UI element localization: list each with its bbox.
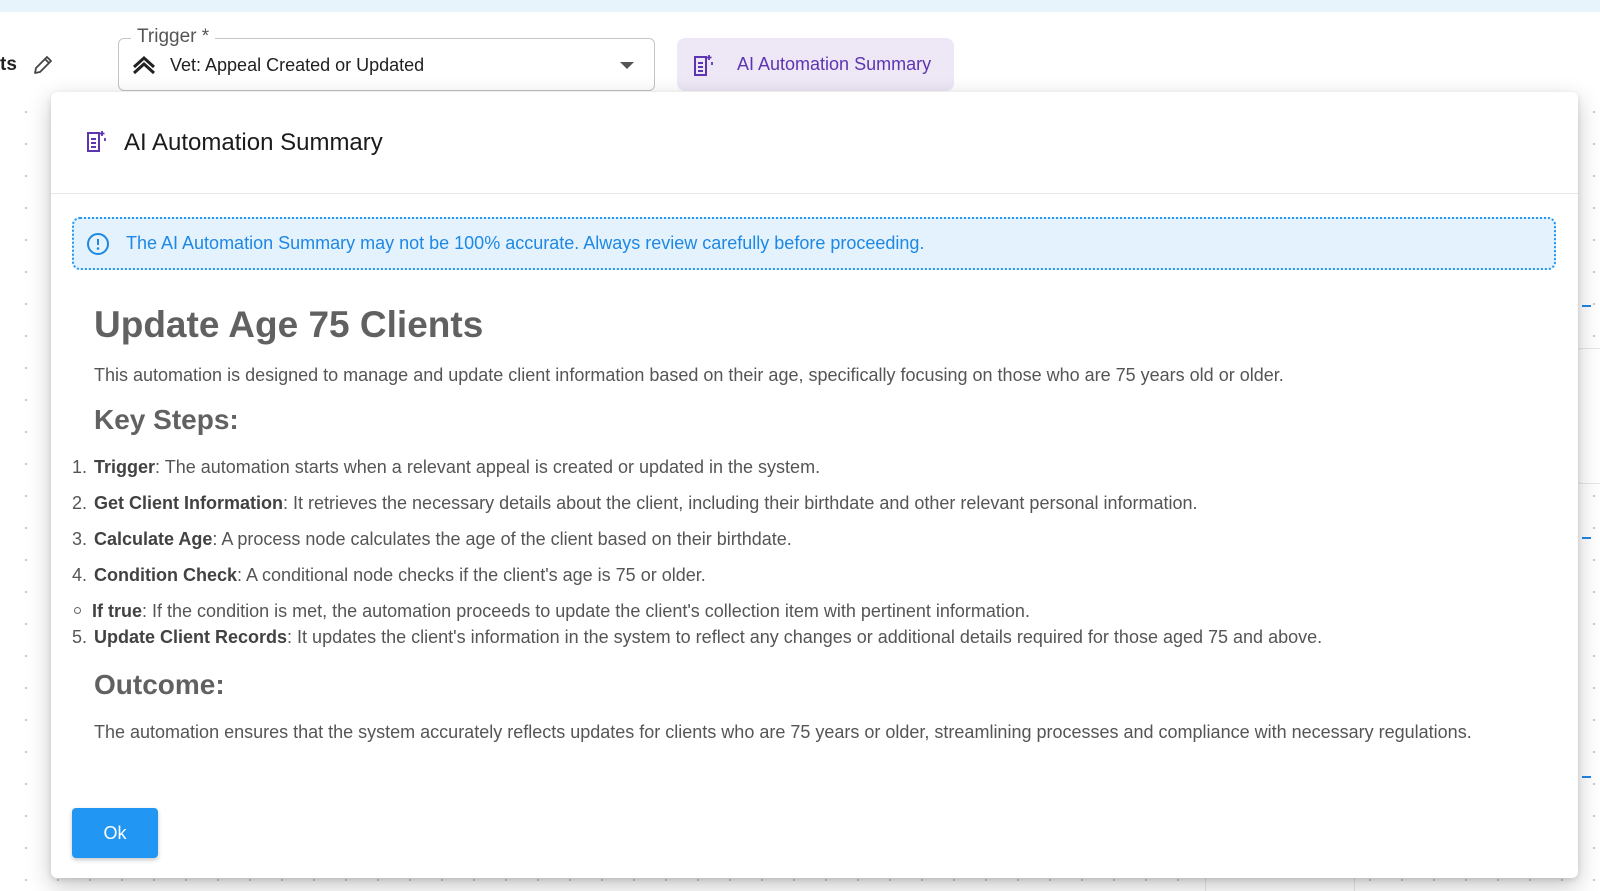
list-item: 1. Trigger: The automation starts when a relevant appeal is created or updated in the system. — [72, 457, 821, 477]
key-steps-heading: Key Steps: — [94, 404, 239, 435]
info-circle-icon — [86, 232, 110, 256]
trigger-select[interactable] — [118, 26, 655, 91]
dialog-title: AI Automation Summary — [124, 128, 383, 156]
ai-document-sparkle-icon — [84, 127, 110, 155]
ok-button[interactable]: Ok — [72, 808, 158, 858]
ai-summary-button-label: AI Automation Summary — [737, 54, 932, 74]
canvas-edge-marker — [1582, 537, 1591, 539]
summary-intro: This automation is designed to manage and update client information based on their age, specifically focusing on those who are 75 years old or older. — [94, 365, 1284, 385]
alert-text: The AI Automation Summary may not be 100% accurate. Always review carefully before proceeding. — [126, 233, 925, 253]
canvas-edge-marker — [1582, 305, 1591, 307]
bullet-icon — [74, 607, 81, 614]
list-subitem: If true: If the condition is met, the automation proceeds to update the client's collection item with pertinent information. — [74, 601, 1030, 622]
outcome-heading: Outcome: — [94, 669, 225, 700]
ai-summary-dialog — [51, 92, 1578, 878]
canvas-edge-marker — [1582, 776, 1591, 778]
trigger-value: Vet: Appeal Created or Updated — [170, 55, 425, 75]
trigger-label: Trigger * — [131, 25, 215, 49]
automation-name-text: ts — [0, 54, 17, 75]
list-item: 2. Get Client Information: It retrieves the necessary details about the client, including their birthdate and other relevant personal information. — [72, 493, 1198, 513]
summary-heading: Update Age 75 Clients — [94, 304, 484, 345]
automation-name — [0, 50, 55, 80]
list-item: 5. Update Client Records: It updates the client's information in the system to reflect any changes or additional details required for those aged 75 and above. — [72, 627, 1323, 647]
pencil-icon[interactable] — [31, 53, 55, 77]
list-item: 4. Condition Check: A conditional node checks if the client's age is 75 or older. — [72, 565, 706, 585]
double-chevron-up-icon — [131, 53, 157, 77]
accuracy-warning-alert — [72, 217, 1556, 270]
dialog-header — [51, 92, 1578, 194]
list-item: 3. Calculate Age: A process node calculates the age of the client based on their birthdate. — [72, 529, 792, 549]
ai-document-sparkle-icon — [691, 52, 717, 78]
outcome-text: The automation ensures that the system accurately reflects updates for clients who are 75 years or older, streamlining processes and compliance with necessary regulations. — [94, 722, 1472, 742]
ai-summary-button[interactable] — [677, 38, 954, 91]
top-banner-strip — [0, 0, 1600, 12]
caret-down-icon[interactable] — [620, 62, 634, 69]
